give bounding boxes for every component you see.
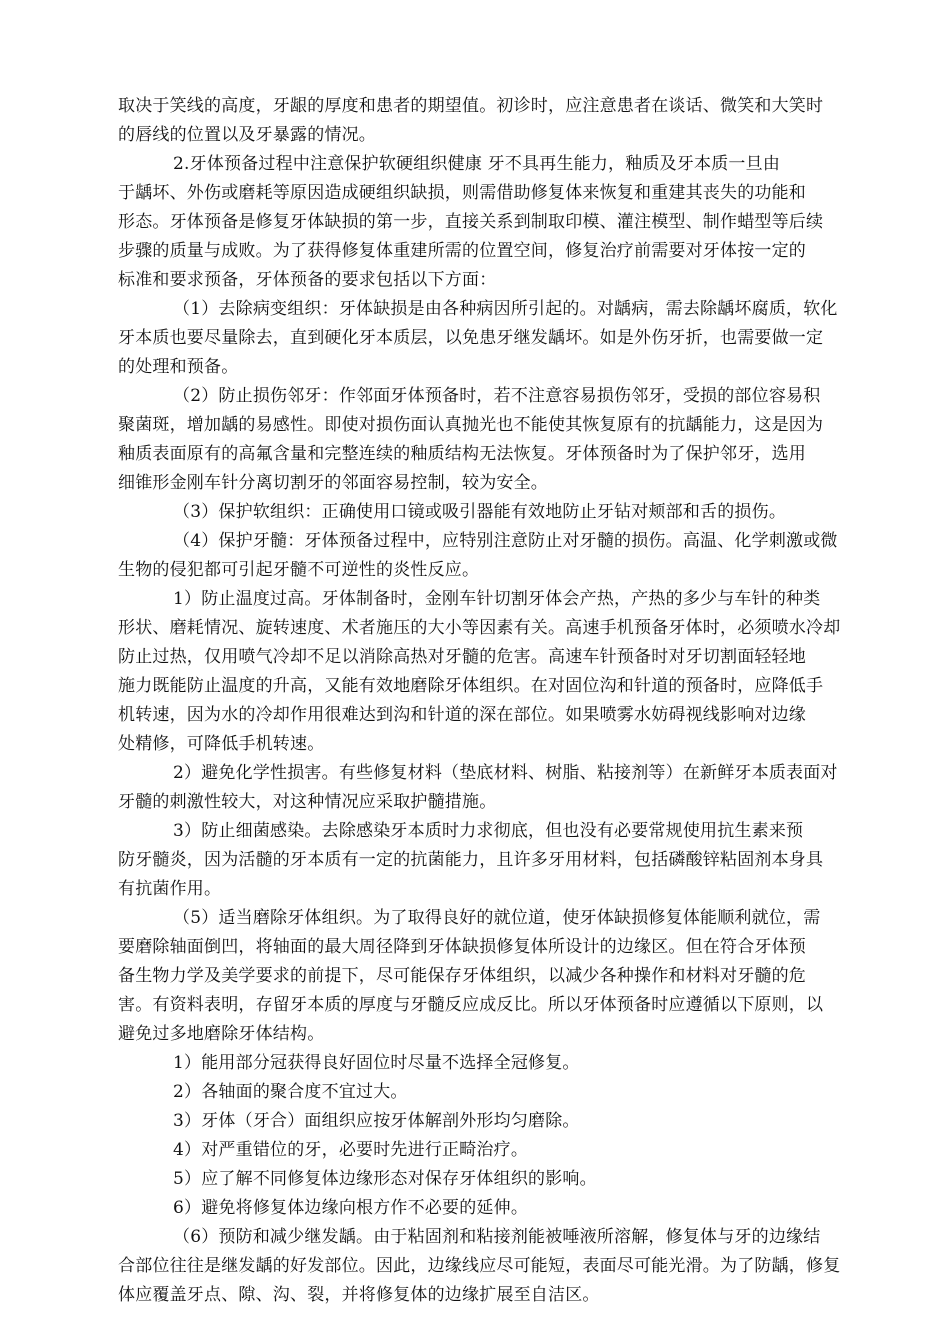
text-line: 于龋坏、外伤或磨耗等原因造成硬组织缺损，则需借助修复体来恢复和重建其丧失的功能和 bbox=[118, 183, 806, 203]
text-line: 防止过热，仅用喷气冷却不足以消除高热对牙髓的危害。高速车针预备时对牙切割面轻轻地 bbox=[118, 647, 806, 667]
text-line: 生物的侵犯都可引起牙髓不可逆性的炎性反应。 bbox=[118, 560, 480, 580]
text-line: 有抗菌作用。 bbox=[118, 879, 222, 899]
text-line: 取决于笑线的高度，牙龈的厚度和患者的期望值。初诊时，应注意患者在谈话、微笑和大笑时 bbox=[118, 96, 824, 116]
text-line: （3）保护软组织：正确使用口镜或吸引器能有效地防止牙钻对颊部和舌的损伤。 bbox=[173, 502, 787, 522]
text-line: 6）避免将修复体边缘向根方作不必要的延伸。 bbox=[173, 1198, 529, 1218]
text-line: （2）防止损伤邻牙：作邻面牙体预备时，若不注意容易损伤邻牙，受损的部位容易积 bbox=[173, 386, 821, 406]
text-line: （4）保护牙髓：牙体预备过程中，应特别注意防止对牙髓的损伤。高温、化学刺激或微 bbox=[173, 531, 838, 551]
text-line: 的处理和预备。 bbox=[118, 357, 239, 377]
text-line: 形态。牙体预备是修复牙体缺损的第一步，直接关系到制取印模、灌注模型、制作蜡型等后续 bbox=[118, 212, 824, 232]
text-line: 形状、磨耗情况、旋转速度、术者施压的大小等因素有关。高速手机预备牙体时，必须喷水冷却 bbox=[118, 618, 841, 638]
text-line: （5）适当磨除牙体组织。为了取得良好的就位道，使牙体缺损修复体能顺利就位，需 bbox=[173, 908, 821, 928]
text-line: 步骤的质量与成败。为了获得修复体重建所需的位置空间，修复治疗前需要对牙体按一定的 bbox=[118, 241, 806, 261]
text-line: （1）去除病变组织：牙体缺损是由各种病因所引起的。对龋病，需去除龋坏腐质，软化 bbox=[173, 299, 838, 319]
text-line: 2）各轴面的聚合度不宜过大。 bbox=[173, 1082, 408, 1102]
text-line: 聚菌斑，增加龋的易感性。即使对损伤面认真抛光也不能使其恢复原有的抗龋能力，这是因为 bbox=[118, 415, 824, 435]
text-line: 体应覆盖牙点、隙、沟、裂，并将修复体的边缘扩展至自洁区。 bbox=[118, 1285, 600, 1305]
text-line: 防牙髓炎，因为活髓的牙本质有一定的抗菌能力，且许多牙用材料，包括磷酸锌粘固剂本身具 bbox=[118, 850, 824, 870]
text-line: 2.牙体预备过程中注意保护软硬组织健康 牙不具再生能力，釉质及牙本质一旦由 bbox=[173, 154, 781, 174]
text-line: 2）避免化学性损害。有些修复材料（垫底材料、树脂、粘接剂等）在新鲜牙本质表面对 bbox=[173, 763, 838, 783]
text-line: 5）应了解不同修复体边缘形态对保存牙体组织的影响。 bbox=[173, 1169, 597, 1189]
text-line: 4）对严重错位的牙，必要时先进行正畸治疗。 bbox=[173, 1140, 529, 1160]
text-line: 1）防止温度过高。牙体制备时，金刚车针切割牙体会产热，产热的多少与车针的种类 bbox=[173, 589, 821, 609]
text-line: 3）防止细菌感染。去除感染牙本质时力求彻底，但也没有必要常规使用抗生素来预 bbox=[173, 821, 804, 841]
text-line: 1）能用部分冠获得良好固位时尽量不选择全冠修复。 bbox=[173, 1053, 580, 1073]
text-line: 的唇线的位置以及牙暴露的情况。 bbox=[118, 125, 376, 145]
text-line: 釉质表面原有的高氟含量和完整连续的釉质结构无法恢复。牙体预备时为了保护邻牙，选用 bbox=[118, 444, 806, 464]
text-line: 3）牙体（牙合）面组织应按牙体解剖外形均匀磨除。 bbox=[173, 1111, 580, 1131]
text-line: 细锥形金刚车针分离切割牙的邻面容易控制，较为安全。 bbox=[118, 473, 548, 493]
text-line: 合部位往往是继发龋的好发部位。因此，边缘线应尽可能短，表面尽可能光滑。为了防龋，修复 bbox=[118, 1256, 841, 1276]
text-line: 牙髓的刺激性较大，对这种情况应采取护髓措施。 bbox=[118, 792, 497, 812]
text-line: 备生物力学及美学要求的前提下，尽可能保存牙体组织，以减少各种操作和材料对牙髓的危 bbox=[118, 966, 806, 986]
text-line: 标准和要求预备，牙体预备的要求包括以下方面： bbox=[118, 270, 497, 290]
text-line: 处精修，可降低手机转速。 bbox=[118, 734, 325, 754]
text-line: 牙本质也要尽量除去，直到硬化牙本质层，以免患牙继发龋坏。如是外伤牙折，也需要做一定 bbox=[118, 328, 824, 348]
text-line: （6）预防和减少继发龋。由于粘固剂和粘接剂能被唾液所溶解，修复体与牙的边缘结 bbox=[173, 1227, 821, 1247]
text-line: 避免过多地磨除牙体结构。 bbox=[118, 1024, 325, 1044]
text-line: 施力既能防止温度的升高，又能有效地磨除牙体组织。在对固位沟和针道的预备时，应降低手 bbox=[118, 676, 824, 696]
text-line: 机转速，因为水的冷却作用很难达到沟和针道的深在部位。如果喷雾水妨碍视线影响对边缘 bbox=[118, 705, 806, 725]
text-line: 害。有资料表明，存留牙本质的厚度与牙髓反应成反比。所以牙体预备时应遵循以下原则，以 bbox=[118, 995, 824, 1015]
text-line: 要磨除轴面倒凹，将轴面的最大周径降到牙体缺损修复体所设计的边缘区。但在符合牙体预 bbox=[118, 937, 806, 957]
